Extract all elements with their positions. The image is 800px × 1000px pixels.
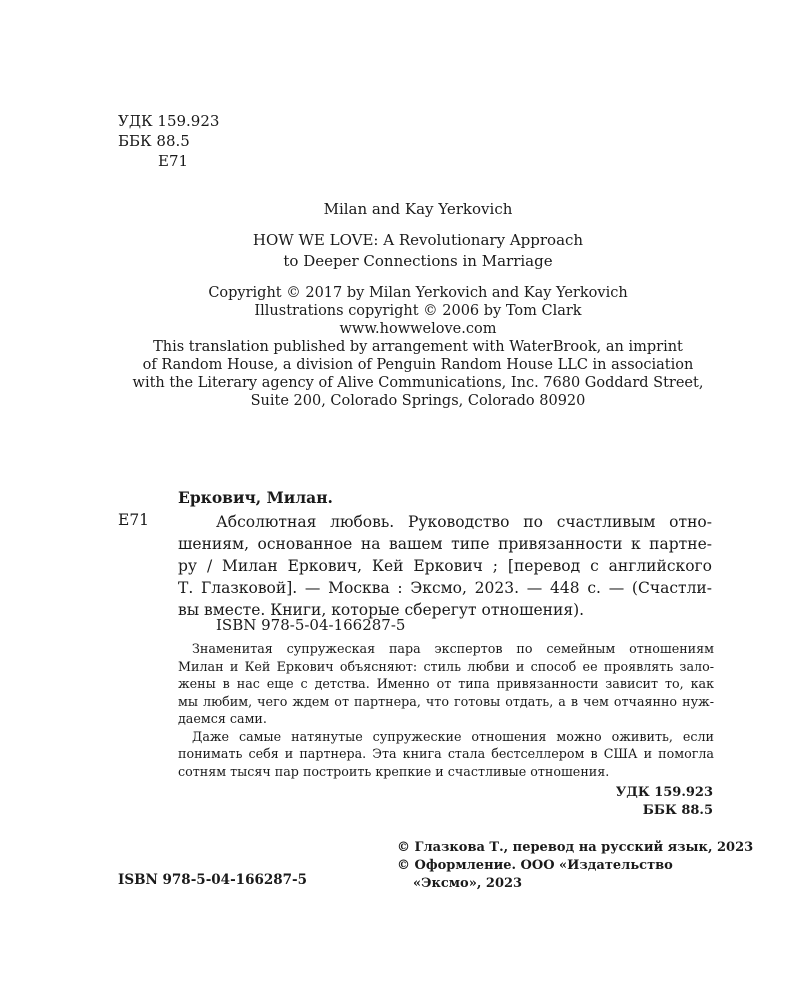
annotation-line: сотням тысяч пар построить крепкие и счастливые отношения. [178, 763, 610, 779]
bbk-code: ББК 88.5 [118, 132, 190, 150]
udk-code: УДК 159.923 [615, 785, 713, 800]
copyright-line: Copyright © 2017 by Milan Yerkovich and Kay Yerkovich [208, 285, 628, 301]
copyright-line: with the Literary agency of Alive Communications, Inc. 7680 Goddard Street, [132, 375, 704, 391]
rights-line: «Эксмо», 2023 [413, 876, 523, 891]
copyright-line: This translation published by arrangement with WaterBrook, an imprint [153, 339, 683, 355]
original-title-line: to Deeper Connections in Marriage [283, 252, 553, 270]
catalog-entry-line: Абсолютная любовь. Руководство по счастливым отно- [216, 513, 712, 531]
rights-line: © Глазкова Т., перевод на русский язык, 2023 [397, 840, 754, 855]
udk-block-bottom [560, 784, 713, 820]
annotation-line: Знаменитая супружеская пара экспертов по семейным отношениям [192, 641, 714, 656]
copyright-notice [0, 284, 800, 410]
catalog-entry-line: шениям, основанное на вашем типе привязанности к партне- [178, 535, 712, 553]
catalog-author-heading: Еркович, Милан. [178, 488, 333, 507]
website-line: www.howwelove.com [339, 321, 497, 337]
annotation-line: мы любим, чего ждем от партнера, что готовы отдать, а в чем отчаянно нуж- [178, 693, 714, 709]
udk-code: УДК 159.923 [118, 112, 220, 130]
catalog-author-mark: Е71 [118, 511, 150, 529]
catalog-entry-line: вы вместе. Книги, которые сберегут отношения). [178, 601, 585, 619]
catalog-entry-line: Т. Глазковой]. — Москва : Эксмо, 2023. — 448 с. — (Счастли- [178, 579, 712, 597]
annotation-line: Даже самые натянутые супружеские отношения можно оживить, если [192, 728, 714, 744]
original-title [0, 230, 800, 272]
catalog-entry-line: ру / Милан Еркович, Кей Еркович ; [перевод с английского [178, 557, 712, 575]
bbk-code: ББК 88.5 [642, 803, 713, 818]
annotation-line: Милан и Кей Еркович объясняют: стиль любви и способ ее проявлять зало- [178, 658, 714, 674]
annotation-line: понимать себя и партнера. Эта книга стала бестселлером в США и помогла [178, 746, 714, 761]
rights-line: © Оформление. ООО «Издательство [397, 858, 673, 873]
copyright-line: Illustrations copyright © 2006 by Tom Clark [254, 303, 582, 319]
copyright-line: Suite 200, Colorado Springs, Colorado 80920 [250, 393, 586, 409]
copyright-line: of Random House, a division of Penguin Random House LLC in association [142, 357, 694, 373]
isbn-bottom: ISBN 978-5-04-166287-5 [118, 872, 308, 888]
catalog-isbn: ISBN 978-5-04-166287-5 [216, 616, 406, 634]
original-title-line: HOW WE LOVE: A Revolutionary Approach [252, 231, 584, 249]
annotation [178, 640, 714, 780]
catalog-entry-body [178, 511, 712, 621]
udk-block-top [118, 111, 219, 171]
original-authors: Milan and Kay Yerkovich [323, 200, 513, 218]
author-mark: Е71 [158, 152, 189, 170]
rights-notice [397, 839, 753, 893]
annotation-line: даемся сами. [178, 711, 267, 726]
annotation-line: жены в нас еще с детства. Именно от типа привязанности зависит то, как [178, 676, 714, 691]
